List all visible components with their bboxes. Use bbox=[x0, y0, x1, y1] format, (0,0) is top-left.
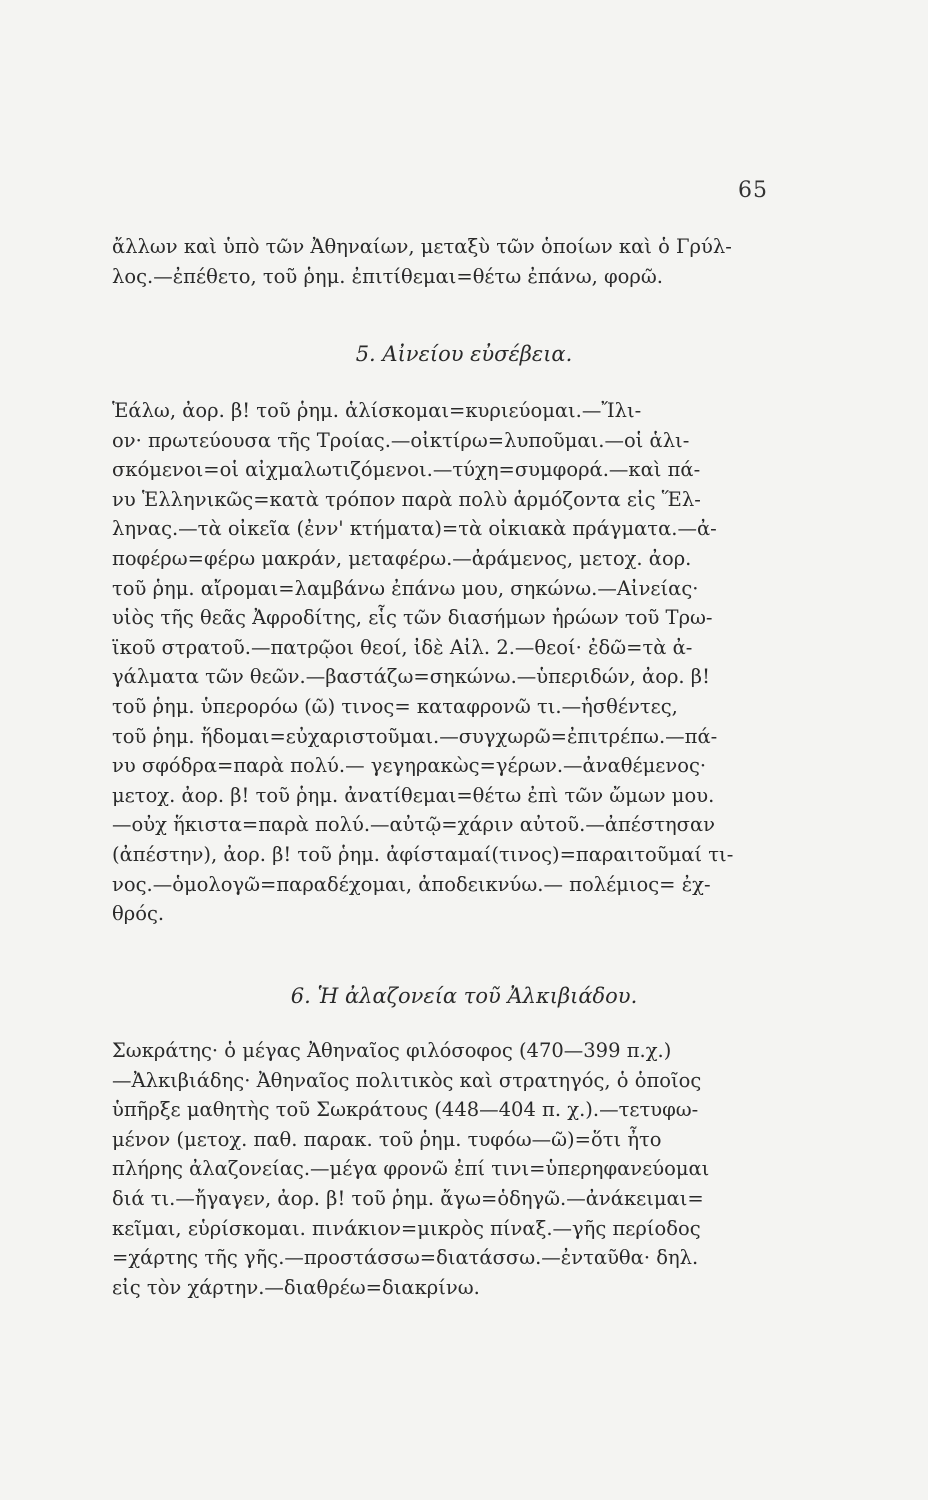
text-line: διά τι.—ἤγαγεν, ἀορ. β! τοῦ ῥημ. ἄγω=ὁδηγῶ.—ἀνάκειμαι= bbox=[112, 1186, 704, 1210]
text-line: ϊκοῦ στρατοῦ.—πατρῷοι θεοί, ἰδὲ Αἰλ. 2.—θεοί· ἐδῶ=τὰ ἀ- bbox=[112, 635, 693, 659]
intro-paragraph bbox=[112, 232, 792, 291]
text-line: Σωκράτης· ὁ μέγας Ἀθηναῖος φιλόσοφος (470—399 π.χ.) bbox=[112, 1039, 672, 1062]
text-line: (ἀπέστην), ἀορ. β! τοῦ ῥημ. ἀφίσταμαί(τινος)=παραιτοῦμαί τι- bbox=[112, 842, 734, 866]
section-5-heading: 5. Αἰνείου εὐσέβεια. bbox=[355, 342, 573, 366]
text-line: θρός. bbox=[112, 902, 165, 926]
text-line: νυ Ἑλληνικῶς=κατὰ τρόπον παρὰ πολὺ ἁρμόζοντα εἰς Ἕλ- bbox=[112, 487, 701, 511]
text-line: κεῖμαι, εὑρίσκομαι. πινάκιον=μικρὸς πίναξ.—γῆς περίοδος bbox=[112, 1216, 701, 1240]
text-line: τοῦ ῥημ. ἥδομαι=εὐχαριστοῦμαι.—συγχωρῶ=ἐπιτρέπω.—πά- bbox=[112, 724, 718, 748]
text-line: ἄλλων καὶ ὑπὸ τῶν Ἀθηναίων, μεταξὺ τῶν ὁποίων καὶ ὁ Γρύλ- bbox=[112, 235, 732, 258]
text-line: πλήρης ἀλαζονείας.—μέγα φρονῶ ἐπί τινι=ὑπερηφανεύομαι bbox=[112, 1157, 710, 1181]
text-line: μετοχ. ἀορ. β! τοῦ ῥημ. ἀνατίθεμαι=θέτω ἐπὶ τῶν ὤμων μου. bbox=[112, 783, 715, 807]
text-line: ὑπῆρξε μαθητὴς τοῦ Σωκράτους (448—404 π. χ.).—τετυφω- bbox=[112, 1098, 699, 1122]
section-6-heading: 6. Ἡ ἀλαζονεία τοῦ Ἀλκιβιάδου. bbox=[290, 984, 638, 1008]
text-line: νος.—ὁμολογῶ=παραδέχομαι, ἀποδεικνύω.— πολέμιος= ἐχ- bbox=[112, 872, 711, 896]
text-line: —οὐχ ἥκιστα=παρὰ πολύ.—αὐτῷ=χάριν αὐτοῦ.—ἀπέστησαν bbox=[112, 813, 716, 837]
page-number: 65 bbox=[738, 178, 768, 203]
text-line: γάλματα τῶν θεῶν.—βαστάζω=σηκώνω.—ὑπεριδών, ἀορ. β! bbox=[112, 665, 710, 689]
text-line: τοῦ ῥημ. αἴρομαι=λαμβάνω ἐπάνω μου, σηκώνω.—Αἰνείας· bbox=[112, 576, 699, 600]
text-line: ποφέρω=φέρω μακράν, μεταφέρω.—ἀράμενος, μετοχ. ἀορ. bbox=[112, 546, 692, 570]
text-line: σκόμενοι=οἱ αἰχμαλωτιζόμενοι.—τύχη=συμφορά.—καὶ πά- bbox=[112, 458, 701, 482]
text-line: =χάρτης τῆς γῆς.—προστάσσω=διατάσσω.—ἐνταῦθα· δηλ. bbox=[112, 1246, 699, 1270]
text-line: ον· πρωτεύουσα τῆς Τροίας.—οἰκτίρω=λυποῦμαι.—οἱ ἁλι- bbox=[112, 428, 690, 452]
text-line: τοῦ ῥημ. ὑπερορόω (ῶ) τινος= καταφρονῶ τι.—ἡσθέντες, bbox=[112, 694, 678, 718]
section-6-glossary bbox=[112, 1036, 792, 1302]
section-5-glossary bbox=[112, 396, 792, 929]
text-line: ληνας.—τὰ οἰκεῖα (ἐνν' κτήματα)=τὰ οἰκιακὰ πράγματα.—ἀ- bbox=[112, 517, 717, 541]
text-line: λος.—ἐπέθετο, τοῦ ῥημ. ἐπιτίθεμαι=θέτω ἐπάνω, φορῶ. bbox=[112, 264, 663, 288]
text-line: Ἑάλω, ἀορ. β! τοῦ ῥημ. ἁλίσκομαι=κυριεύομαι.—Ἴλι- bbox=[112, 399, 642, 422]
text-line: —Ἀλκιβιάδης· Ἀθηναῖος πολιτικὸς καὶ στρατηγός, ὁ ὁποῖος bbox=[112, 1068, 702, 1092]
text-line: εἰς τὸν χάρτην.—διαθρέω=διακρίνω. bbox=[112, 1275, 480, 1299]
text-line: νυ σφόδρα=παρὰ πολύ.— γεγηρακὼς=γέρων.—ἀναθέμενος· bbox=[112, 754, 707, 778]
text-line: μένον (μετοχ. παθ. παρακ. τοῦ ῥημ. τυφόω—ῶ)=ὅτι ἦτο bbox=[112, 1127, 662, 1151]
text-line: υἱὸς τῆς θεᾶς Ἀφροδίτης, εἷς τῶν διασήμων ἡρώων τοῦ Τρω- bbox=[112, 606, 713, 630]
